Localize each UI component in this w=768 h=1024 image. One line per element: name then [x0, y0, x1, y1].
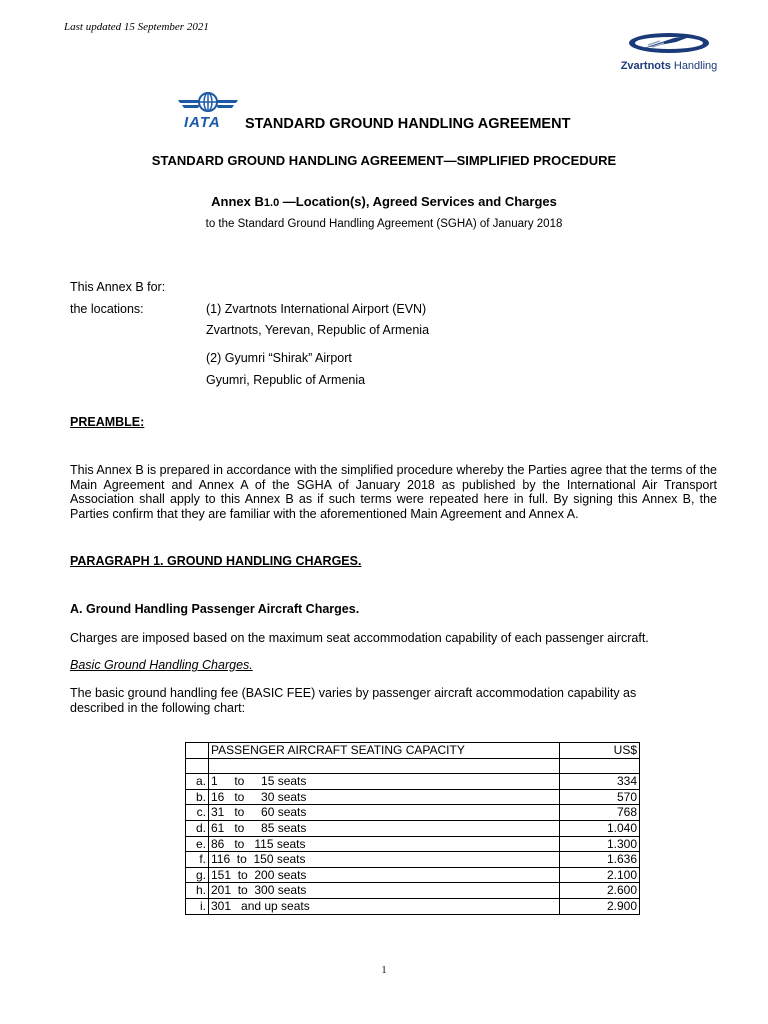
- table-row: [186, 852, 640, 868]
- row-price: 2.600: [560, 883, 640, 899]
- annex-title: [0, 194, 768, 209]
- row-letter: e.: [186, 836, 209, 852]
- row-price: 2.100: [560, 867, 640, 883]
- annex-title-suffix: —Location(s), Agreed Services and Charges: [279, 194, 557, 209]
- row-capacity: 1 to 15 seats: [209, 774, 560, 790]
- page-number: 1: [381, 965, 387, 976]
- spacer-cell: [186, 758, 209, 774]
- row-letter: i.: [186, 898, 209, 914]
- table-header-row: [186, 743, 640, 759]
- row-price: 570: [560, 789, 640, 805]
- row-letter: b.: [186, 789, 209, 805]
- row-price: 1.040: [560, 820, 640, 836]
- row-letter: c.: [186, 805, 209, 821]
- preamble-heading: PREAMBLE:: [70, 415, 145, 429]
- annex-title-prefix: Annex B: [211, 194, 264, 209]
- iata-logo-word: IATA: [184, 114, 221, 131]
- row-capacity: 31 to 60 seats: [209, 805, 560, 821]
- row-capacity: 16 to 30 seats: [209, 789, 560, 805]
- location-1-name: (1) Zvartnots International Airport (EVN): [206, 302, 427, 316]
- row-price: 334: [560, 774, 640, 790]
- globe-wings-icon: [176, 90, 240, 116]
- table-row: [186, 898, 640, 914]
- row-price: 2.900: [560, 898, 640, 914]
- zvartnots-logo-word: Zvartnots: [620, 60, 671, 72]
- locations-label: the locations:: [70, 302, 144, 316]
- table-row: [186, 789, 640, 805]
- table-row: [186, 836, 640, 852]
- table-header-blank: [186, 743, 209, 759]
- spacer-cell: [560, 758, 640, 774]
- row-price: 1.636: [560, 852, 640, 868]
- charges-table: [185, 742, 640, 915]
- row-capacity: 301 and up seats: [209, 898, 560, 914]
- row-price: 768: [560, 805, 640, 821]
- last-updated: Last updated 15 September 2021: [64, 21, 209, 33]
- row-letter: f.: [186, 852, 209, 868]
- row-capacity: 201 to 300 seats: [209, 883, 560, 899]
- row-capacity: 86 to 115 seats: [209, 836, 560, 852]
- table-row: [186, 867, 640, 883]
- basic-charges-text: The basic ground handling fee (BASIC FEE) varies by passenger aircraft accommodation capability as described in the following chart:: [70, 686, 637, 715]
- paragraph-1-heading: PARAGRAPH 1. GROUND HANDLING CHARGES.: [70, 554, 362, 568]
- table-header-price: US$: [560, 743, 640, 759]
- table-row: [186, 883, 640, 899]
- zvartnots-handling-logo: [604, 30, 734, 78]
- location-1-address: Zvartnots, Yerevan, Republic of Armenia: [206, 323, 430, 337]
- row-capacity: 116 to 150 seats: [209, 852, 560, 868]
- table-row: [186, 805, 640, 821]
- location-2-name: (2) Gyumri “Shirak” Airport: [206, 351, 352, 365]
- zvartnots-plane-icon: [604, 30, 734, 60]
- table-row: [186, 774, 640, 790]
- agreement-subtitle: STANDARD GROUND HANDLING AGREEMENT—SIMPLIFIED PROCEDURE: [151, 153, 617, 168]
- row-letter: h.: [186, 883, 209, 899]
- row-letter: d.: [186, 820, 209, 836]
- annex-subtitle: to the Standard Ground Handling Agreement (SGHA) of January 2018: [205, 218, 563, 230]
- table-header-capacity: PASSENGER AIRCRAFT SEATING CAPACITY: [209, 743, 560, 759]
- spacer-cell: [209, 758, 560, 774]
- row-capacity: 61 to 85 seats: [209, 820, 560, 836]
- annex-version: 1.0: [263, 197, 280, 209]
- basic-charges-heading: Basic Ground Handling Charges.: [70, 658, 253, 672]
- preamble-text: This Annex B is prepared in accordance with the simplified procedure whereby the Parties agree that the terms of the Main Agreement and Annex A of the SGHA of January 2018 as published by the International Air Transport Association shall apply to this Annex B as if such terms were repeated here in full. By signing this Annex B, the Parties confirm that they are familiar with the aforementioned Main Agreement and Annex A.: [70, 463, 717, 521]
- section-a-heading: A. Ground Handling Passenger Aircraft Charges.: [70, 602, 360, 616]
- row-capacity: 151 to 200 seats: [209, 867, 560, 883]
- annex-for-label: This Annex B for:: [70, 280, 166, 294]
- row-letter: g.: [186, 867, 209, 883]
- handling-logo-word: Handling: [673, 60, 718, 72]
- table-row: [186, 820, 640, 836]
- section-a-text: Charges are imposed based on the maximum seat accommodation capability of each passenger aircraft.: [70, 631, 649, 645]
- table-spacer-row: [186, 758, 640, 774]
- location-2-address: Gyumri, Republic of Armenia: [206, 373, 366, 387]
- row-letter: a.: [186, 774, 209, 790]
- iata-logo: [176, 90, 240, 132]
- row-price: 1.300: [560, 836, 640, 852]
- page-title: STANDARD GROUND HANDLING AGREEMENT: [245, 116, 571, 132]
